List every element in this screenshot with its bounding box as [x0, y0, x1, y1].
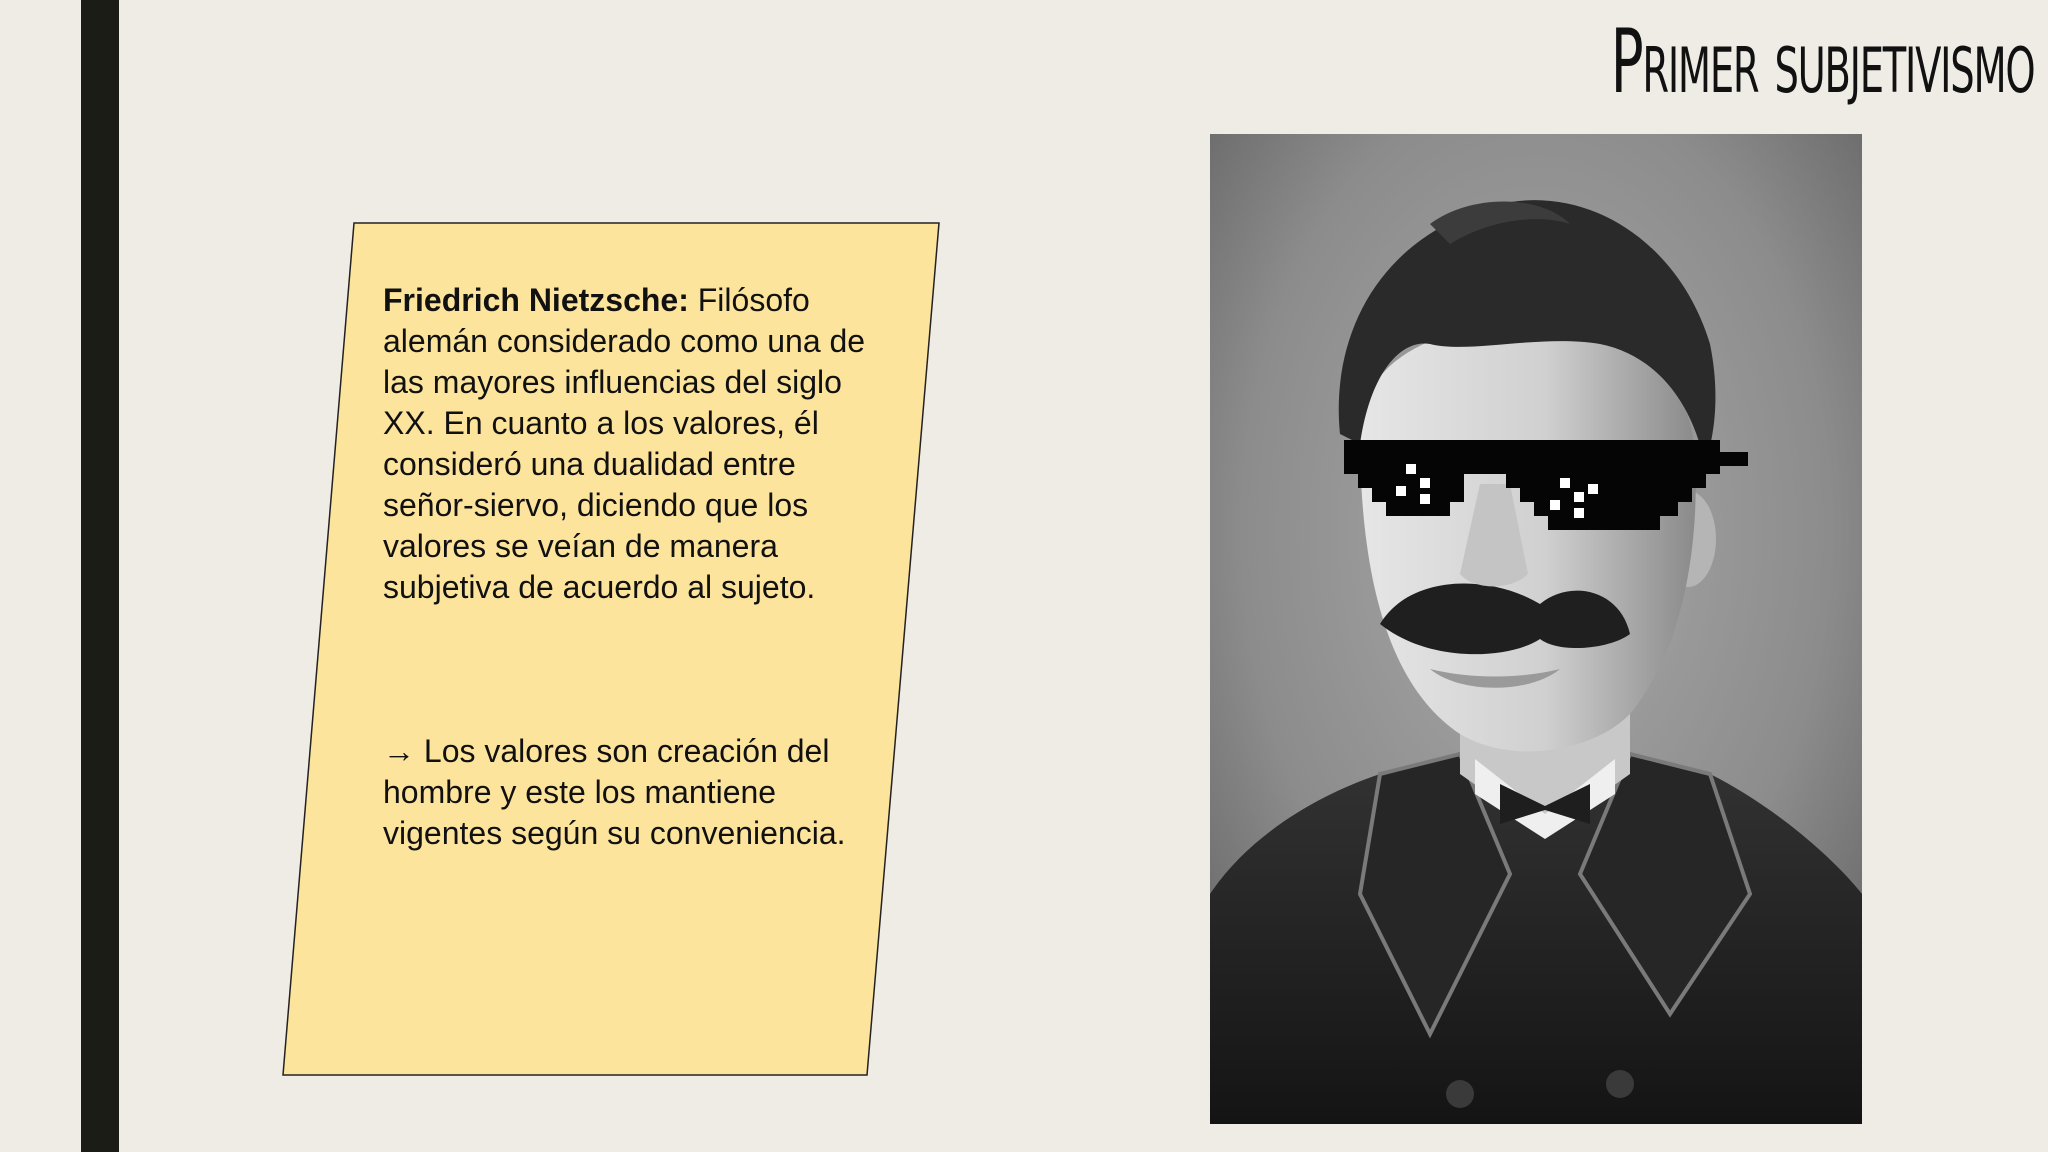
portrait-photo [1210, 134, 1862, 1124]
accent-bar [81, 0, 119, 1152]
philosopher-name: Friedrich Nietzsche: [383, 282, 689, 318]
conclusion-text: → Los valores son creación del hombre y este los mantiene vigentes según su conveniencia. [383, 733, 846, 851]
philosopher-description: Filósofo alemán considerado como una de las mayores influencias del siglo XX. En cuanto a los valores, él consideró una dualidad entre señor-siervo, diciendo que los valores se veían de manera subjetiva de acuerdo al sujeto. [383, 282, 866, 605]
description-paragraph [383, 280, 883, 608]
slide-title: Primer subjetivismo [1610, 10, 2034, 113]
info-card [383, 280, 883, 854]
